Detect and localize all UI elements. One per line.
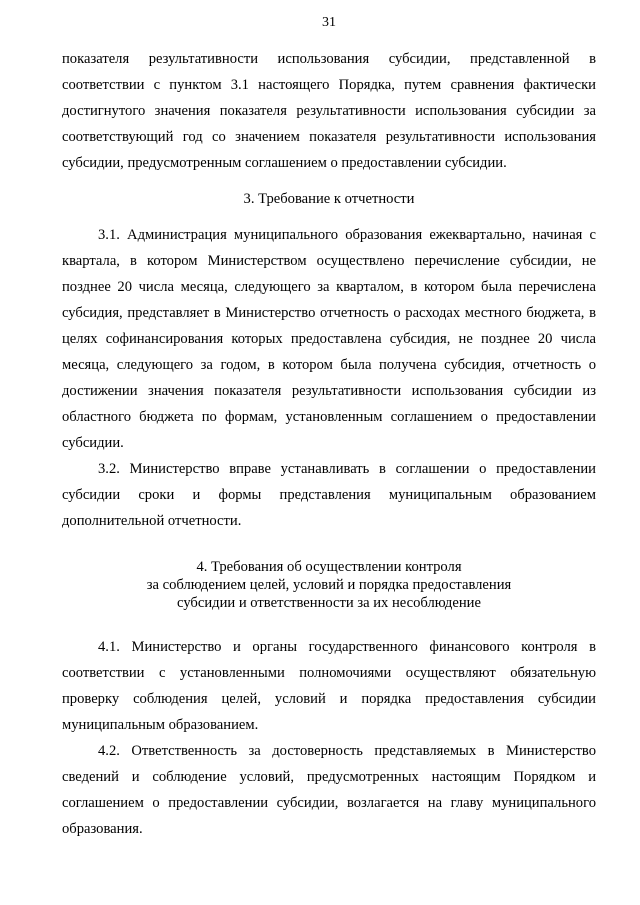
intro-paragraph: показателя результативности использования субсидии, представленной в соответствии с пунктом 3.1 настоящего Порядка, путем сравнения фактически достигнутого значения показателя результативности использования субсидии за соответствующий год со значением показателя результативности использования субсидии, предусмотренным соглашением о предоставлении субсидии.	[62, 51, 596, 171]
section-4-heading	[62, 558, 596, 612]
document-body	[62, 46, 596, 842]
paragraph-4-1: 4.1. Министерство и органы государственного финансового контроля в соответствии с установленными полномочиями осуществляют обязательную проверку соблюдения целей, условий и порядка предоставления субсидии муниципальным образованием.	[62, 639, 596, 733]
paragraph-3-2: 3.2. Министерство вправе устанавливать в соглашении о предоставлении субсидии сроки и формы представления муниципальным образованием дополнительной отчетности.	[62, 461, 596, 529]
section-4-heading-line: субсидии и ответственности за их несоблюдение	[177, 595, 481, 611]
paragraph-4-2: 4.2. Ответственность за достоверность представляемых в Министерство сведений и соблюдение условий, предусмотренных настоящим Порядком и соглашением о предоставлении субсидии, возлагается на главу муниципального образования.	[62, 743, 596, 837]
paragraph-3-1: 3.1. Администрация муниципального образования ежеквартально, начиная с квартала, в котором Министерством осуществлено перечисление субсидии, не позднее 20 числа месяца, следующего за кварталом, в котором была перечислена субсидия, представляет в Министерство отчетность о расходах местного бюджета, в целях софинансирования которых предоставлена субсидия, не позднее 20 числа месяца, следующего за годом, в котором была получена субсидия, отчетность о достижении значения показателя результативности использования субсидии из областного бюджета по формам, установленным соглашением о предоставлении субсидии.	[62, 227, 596, 451]
section-4-heading-line: 4. Требования об осуществлении контроля	[196, 559, 462, 575]
page-number: 31	[322, 15, 336, 30]
document-page	[62, 0, 596, 905]
section-3-heading: 3. Требование к отчетности	[243, 191, 415, 207]
section-4-heading-line: за соблюдением целей, условий и порядка предоставления	[146, 577, 512, 593]
